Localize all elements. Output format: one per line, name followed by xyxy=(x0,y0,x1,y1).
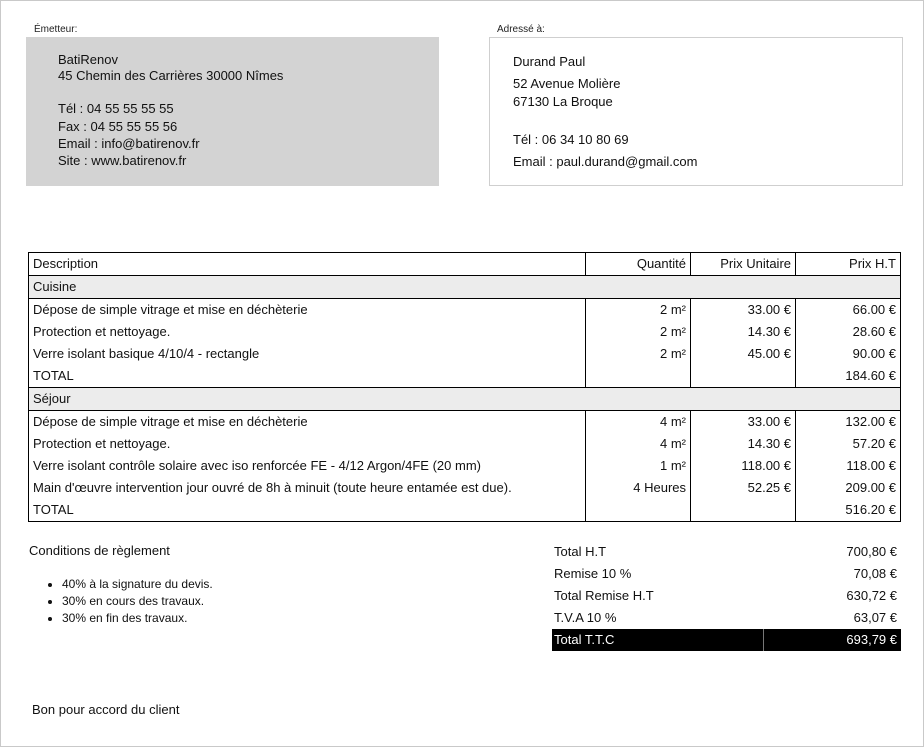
section-total-value: 184.60 € xyxy=(796,365,901,388)
recipient-label: Adressé à: xyxy=(497,24,545,35)
header-price-ht: Prix H.T xyxy=(796,253,901,276)
summary-row xyxy=(552,541,901,563)
summary-label: Remise 10 % xyxy=(554,566,632,581)
summary-label: Total H.T xyxy=(554,544,607,559)
row-quantity: 2 m² xyxy=(586,321,691,343)
emitter-box xyxy=(26,37,439,186)
row-unit-price: 33.00 € xyxy=(691,411,796,434)
row-description: Verre isolant basique 4/10/4 - rectangle xyxy=(29,343,586,365)
row-price-ht: 132.00 € xyxy=(796,411,901,434)
summary-label: T.V.A 10 % xyxy=(554,610,617,625)
table-row xyxy=(29,455,901,477)
row-price-ht: 90.00 € xyxy=(796,343,901,365)
table-row xyxy=(29,321,901,343)
section-total-label: TOTAL xyxy=(29,499,586,522)
summary-value: 630,72 € xyxy=(846,588,897,603)
summary-label: Total Remise H.T xyxy=(554,588,654,603)
grand-total-row xyxy=(552,629,901,651)
row-unit-price: 14.30 € xyxy=(691,321,796,343)
grand-total-value: 693,79 € xyxy=(846,632,897,647)
row-price-ht: 28.60 € xyxy=(796,321,901,343)
table-row xyxy=(29,477,901,499)
table-header-row xyxy=(29,253,901,276)
section-total-value: 516.20 € xyxy=(796,499,901,522)
table-row xyxy=(29,433,901,455)
row-quantity: 4 Heures xyxy=(586,477,691,499)
emitter-address: 45 Chemin des Carrières 30000 Nîmes xyxy=(58,68,284,83)
section-row xyxy=(29,388,901,411)
emitter-fax: Fax : 04 55 55 55 56 xyxy=(58,119,178,134)
section-row xyxy=(29,276,901,299)
row-price-ht: 118.00 € xyxy=(796,455,901,477)
section-title: Cuisine xyxy=(29,276,901,299)
row-quantity: 4 m² xyxy=(586,433,691,455)
emitter-site: Site : www.batirenov.fr xyxy=(58,153,187,168)
row-description: Verre isolant contrôle solaire avec iso renforcée FE - 4/12 Argon/4FE (20 mm) xyxy=(29,455,586,477)
header-unit-price: Prix Unitaire xyxy=(691,253,796,276)
section-total-row xyxy=(29,365,901,388)
summary-value: 70,08 € xyxy=(853,566,897,581)
summary-row xyxy=(552,585,901,607)
emitter-email: Email : info@batirenov.fr xyxy=(58,136,200,151)
row-quantity: 2 m² xyxy=(586,299,691,322)
recipient-phone: Tél : 06 34 10 80 69 xyxy=(513,132,629,147)
table-row xyxy=(29,411,901,434)
emitter-phone: Tél : 04 55 55 55 55 xyxy=(58,101,174,116)
summary-row xyxy=(552,607,901,629)
recipient-city: 67130 La Broque xyxy=(513,94,613,109)
section-total-label: TOTAL xyxy=(29,365,586,388)
items-table xyxy=(28,252,901,522)
row-unit-price: 118.00 € xyxy=(691,455,796,477)
row-unit-price: 14.30 € xyxy=(691,433,796,455)
header-description: Description xyxy=(29,253,586,276)
recipient-name: Durand Paul xyxy=(513,54,586,69)
row-description: Protection et nettoyage. xyxy=(29,321,586,343)
row-description: Main d'œuvre intervention jour ouvré de 8h à minuit (toute heure entamée est due). xyxy=(29,477,586,499)
totals-summary xyxy=(552,541,901,651)
row-quantity: 1 m² xyxy=(586,455,691,477)
list-item: • 30% en fin des travaux. xyxy=(62,610,213,627)
emitter-company: BatiRenov xyxy=(58,52,118,67)
row-description: Dépose de simple vitrage et mise en déchèterie xyxy=(29,411,586,434)
row-unit-price: 45.00 € xyxy=(691,343,796,365)
row-quantity: 2 m² xyxy=(586,343,691,365)
row-unit-price: 52.25 € xyxy=(691,477,796,499)
conditions-title: Conditions de règlement xyxy=(29,543,170,558)
row-price-ht: 209.00 € xyxy=(796,477,901,499)
row-price-ht: 57.20 € xyxy=(796,433,901,455)
row-quantity: 4 m² xyxy=(586,411,691,434)
section-title: Séjour xyxy=(29,388,901,411)
list-item: • 40% à la signature du devis. xyxy=(62,576,213,593)
section-total-row xyxy=(29,499,901,522)
recipient-street: 52 Avenue Molière xyxy=(513,76,621,91)
table-row xyxy=(29,299,901,322)
recipient-email: Email : paul.durand@gmail.com xyxy=(513,154,698,169)
emitter-label: Émetteur: xyxy=(34,24,78,35)
summary-value: 63,07 € xyxy=(853,610,897,625)
client-signature-label: Bon pour accord du client xyxy=(32,702,180,717)
row-price-ht: 66.00 € xyxy=(796,299,901,322)
summary-value: 700,80 € xyxy=(846,544,897,559)
row-description: Dépose de simple vitrage et mise en déchèterie xyxy=(29,299,586,322)
recipient-box xyxy=(489,37,903,186)
summary-row xyxy=(552,563,901,585)
row-description: Protection et nettoyage. xyxy=(29,433,586,455)
grand-total-label: Total T.T.C xyxy=(552,629,764,651)
list-item: • 30% en cours des travaux. xyxy=(62,593,213,610)
header-quantity: Quantité xyxy=(586,253,691,276)
conditions-list xyxy=(46,576,213,627)
row-unit-price: 33.00 € xyxy=(691,299,796,322)
table-row xyxy=(29,343,901,365)
